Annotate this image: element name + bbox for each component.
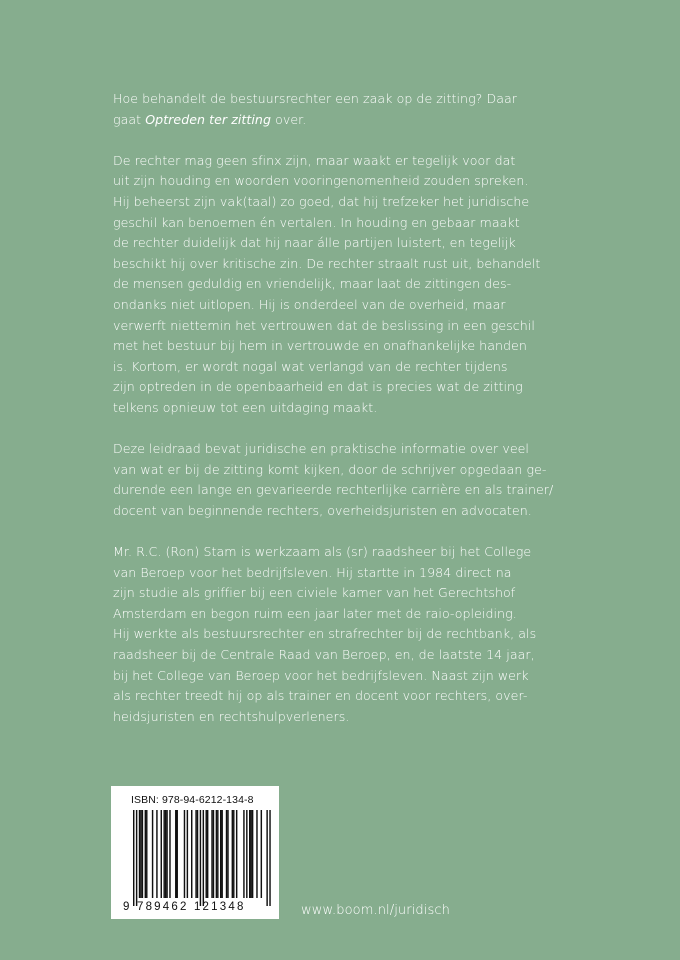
barcode-bar [177,810,178,898]
barcode-bar [252,810,253,898]
barcode-bar [269,810,270,906]
barcode-bar [243,810,244,898]
barcode-bar [250,810,251,898]
text-line: heidsjuristen en rechtshulpverleners. [113,708,350,724]
text-line: verwerft niettemin het vertrouwen dat de beslissing in een geschil [113,317,535,333]
barcode-bar [261,810,262,898]
barcode-bar [266,810,267,906]
barcode-bar [197,810,198,898]
text-line: zijn optreden in de openbaarheid en dat is precies wat de zitting [113,379,523,395]
text-line: Hij werkte als bestuursrechter en strafrechter bij de rechtbank, als [113,626,537,642]
text-line: geschil kan benoemen én vertalen. In houding en gebaar maakt [113,214,520,230]
barcode-bar [217,810,218,898]
barcode-bar [191,810,192,898]
barcode-bar [236,810,237,898]
text-line: beschikt hij over kritische zin. De rechter straalt rust uit, behandelt [113,255,541,271]
intro-line-2-post: over. [271,111,307,127]
barcode-bar [187,810,188,898]
text-line: de rechter duidelijk dat hij naar álle partijen luistert, en tegelijk [113,235,516,251]
barcode-bar [175,810,176,898]
barcode-bar [184,810,185,898]
barcode-bar [152,810,153,898]
barcode-bar [233,810,234,898]
barcode-bar [216,810,217,898]
isbn-barcode [111,786,279,919]
text-line: als rechter treedt hij op als trainer en docent voor rechters, over- [113,688,528,704]
barcode-bar [206,810,207,898]
author-bio-paragraph [113,542,573,727]
barcode-bar [161,810,162,898]
text-line: raadsheer bij de Centrale Raad van Beroep, en, de laatste 14 jaar, [113,647,535,663]
barcode-bar [227,810,228,898]
text-line: met het bestuur bij hem in vertrouwde en onafhankelijke handen [113,338,527,354]
intro-line-1: Hoe behandelt de bestuursrechter een zaak op de zitting? Daar [113,91,517,106]
barcode-bar [249,810,250,898]
barcode-bar [166,810,167,898]
text-line: zijn studie als griffier bij een civiele kamer van het Gerechtshof [113,585,516,601]
text-line: Hij beheerst zijn vak(taal) zo goed, dat hij trefzeker het juridische [113,193,530,209]
barcode-bar [256,810,257,898]
barcode-bar [145,810,146,898]
isbn-label: ISBN: 978-94-6212-134-8 [131,794,254,806]
barcode-bar [169,810,170,898]
intro-paragraph [113,89,573,130]
barcode-bar [203,810,204,906]
text-line: De rechter mag geen sfinx zijn, maar waakt er tegelijk voor dat [113,152,516,168]
barcode-bar [163,810,164,898]
barcode-bar [142,810,143,898]
barcode-bar [195,810,196,898]
book-title-italic: Optreden ter zitting [145,111,272,127]
barcode-digits: 9 789462 121348 [123,901,246,913]
intro-line-2 [113,110,573,131]
barcode-bar [140,810,141,898]
barcode-bar [232,810,233,898]
text-line: telkens opnieuw tot een uitdaging maakt. [113,399,378,415]
barcode-bar [156,810,157,898]
text-line: durende een lange en gevarieerde rechterlijke carrière en als trainer/ [113,482,554,498]
barcode-bar [133,810,134,906]
barcode-bar [246,810,247,898]
barcode-bar [207,810,208,898]
barcode-bar [200,810,201,906]
text-line: Amsterdam en begon ruim een jaar later met de raio-opleiding. [113,605,517,621]
text-line: is. Kortom, er wordt nogal wat verlangd van de rechter tijdens [113,358,508,374]
description-paragraph [113,151,573,419]
barcode-bar [213,810,214,898]
barcode-bar [139,810,140,898]
text-line: uit zijn houding en woorden vooringenomenheid zouden spreken. [113,173,529,189]
text-line: bij het College van Beroep voor het bedrijfsleven. Naast zijn werk [113,667,529,683]
barcode-bar [136,810,137,906]
barcode-bar [220,810,221,898]
barcode-bar [165,810,166,898]
publisher-url: www.boom.nl/juridisch [301,903,450,918]
barcode-bar [146,810,147,898]
text-line: ondanks niet uitlopen. Hij is onderdeel van de overheid, maar [113,296,506,312]
text-line: docent van beginnende rechters, overheidsjuristen en advocaten. [113,502,532,518]
barcode-bar [221,810,222,898]
text-line: Deze leidraad bevat juridische en praktische informatie over veel [113,441,529,457]
barcode-bar [211,810,212,898]
guide-paragraph [113,439,573,521]
text-line: van wat er bij de zitting komt kijken, door de schrijver opgedaan ge- [113,461,547,477]
text-line: de mensen geduldig en vriendelijk, maar laat de zittingen des- [113,276,512,292]
intro-line-2-pre: gaat [113,111,146,127]
text-line: Mr. R.C. (Ron) Stam is werkzaam als (sr) raadsheer bij het College [113,544,532,560]
barcode-bar [226,810,227,898]
text-line: van Beroep voor het bedrijfsleven. Hij startte in 1984 direct na [113,564,512,580]
back-cover-text [113,89,573,748]
